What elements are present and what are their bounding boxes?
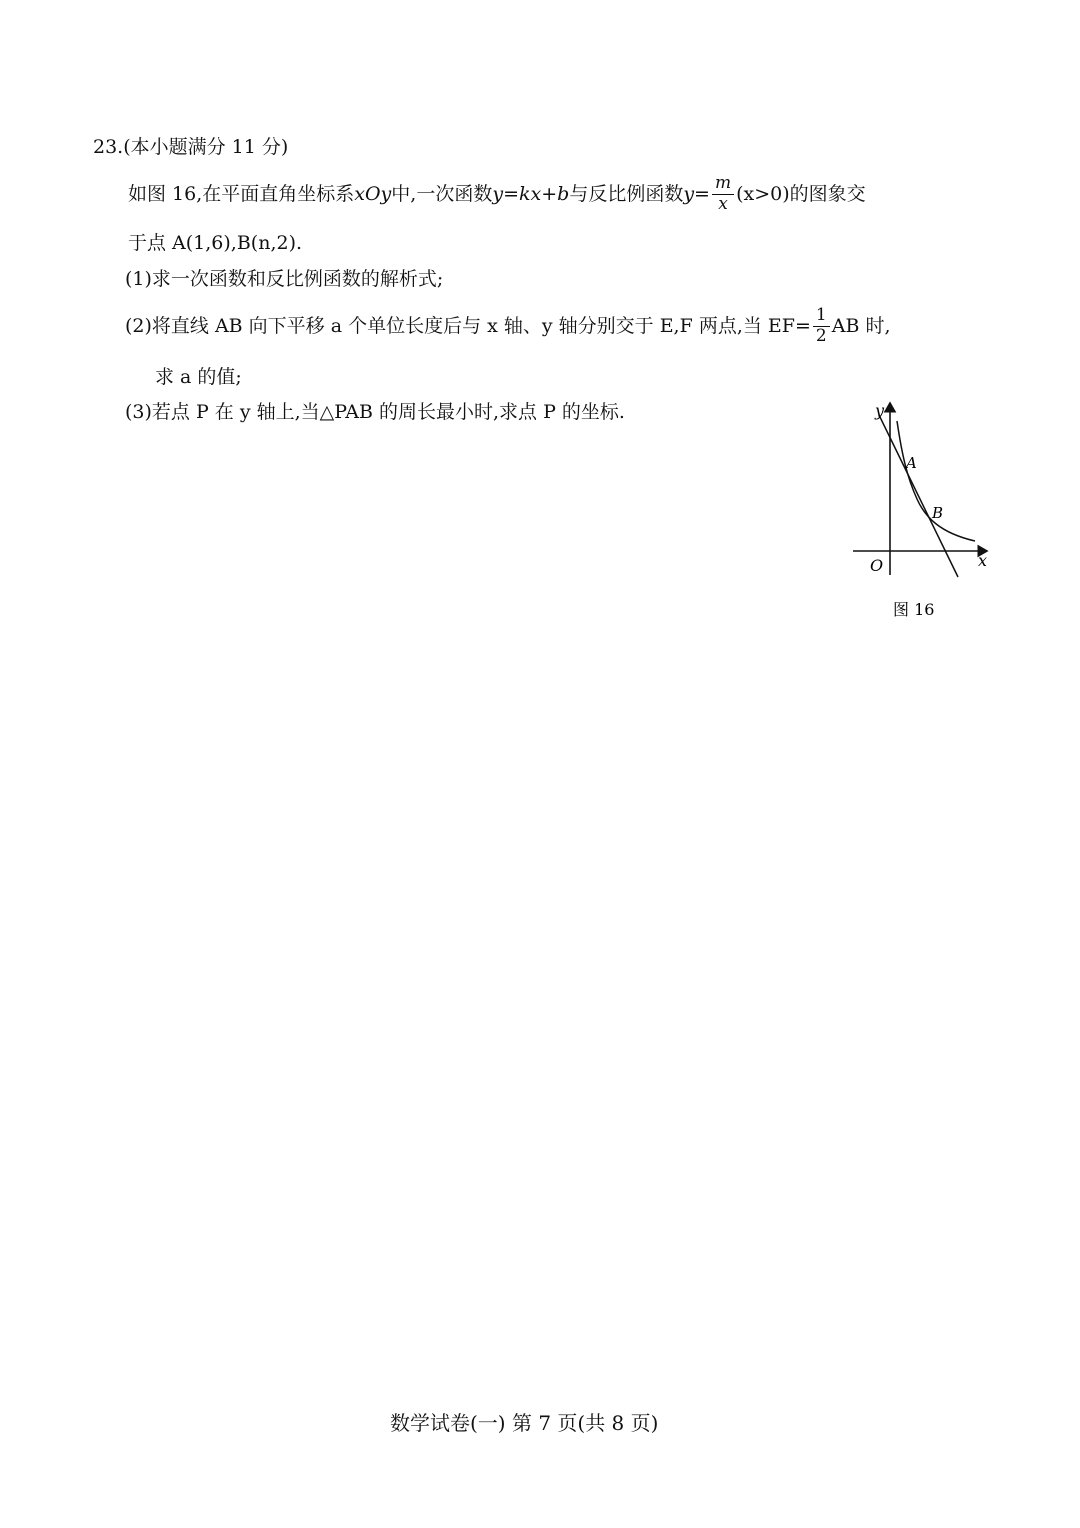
inverse-function-fraction: [712, 172, 734, 214]
part-3: (3)若点 P 在 y 轴上,当△PAB 的周长最小时,求点 P 的坐标.: [125, 401, 625, 423]
part-2: [125, 304, 890, 348]
page-footer: 数学试卷(一) 第 7 页(共 8 页): [390, 1411, 659, 1435]
figure-caption: 图 16: [893, 600, 935, 619]
domain-condition: (x>0): [736, 182, 790, 205]
line-ab: [879, 415, 958, 577]
part-2-continuation: 求 a 的值;: [155, 366, 242, 388]
part-1: (1)求一次函数和反比例函数的解析式;: [125, 268, 444, 290]
point-b-label: B: [932, 504, 944, 522]
half-fraction: [813, 304, 830, 346]
intro-text-4: 的图象交: [789, 182, 866, 205]
intro-text-1: 如图 16,在平面直角坐标系: [128, 182, 355, 205]
half-denominator: 2: [815, 325, 827, 346]
figure-16: [845, 395, 1005, 625]
coord-system-name: xOy: [354, 182, 392, 205]
fraction-numerator: m: [712, 175, 734, 195]
origin-label: O: [870, 556, 884, 575]
problem-intro: [128, 174, 866, 214]
linear-function: y=kx+b: [492, 182, 570, 205]
x-axis-label: x: [978, 551, 988, 570]
y-axis-label: y: [875, 401, 885, 420]
inverse-function-lhs: y=: [683, 182, 710, 205]
fraction-denominator: x: [718, 193, 728, 214]
hyperbola-curve: [897, 421, 975, 541]
part-2-text-b: AB 时,: [831, 314, 891, 337]
part-2-text-a: (2)将直线 AB 向下平移 a 个单位长度后与 x 轴、y 轴分别交于 E,F 两点,当 EF=: [125, 314, 811, 337]
intro-second-line: 于点 A(1,6),B(n,2).: [128, 232, 303, 254]
half-numerator: 1: [813, 307, 830, 327]
point-a-label: A: [906, 454, 917, 472]
problem-header: 23.(本小题满分 11 分): [93, 136, 289, 158]
intro-text-2: 中,一次函数: [391, 182, 493, 205]
intro-text-3: 与反比例函数: [569, 182, 684, 205]
